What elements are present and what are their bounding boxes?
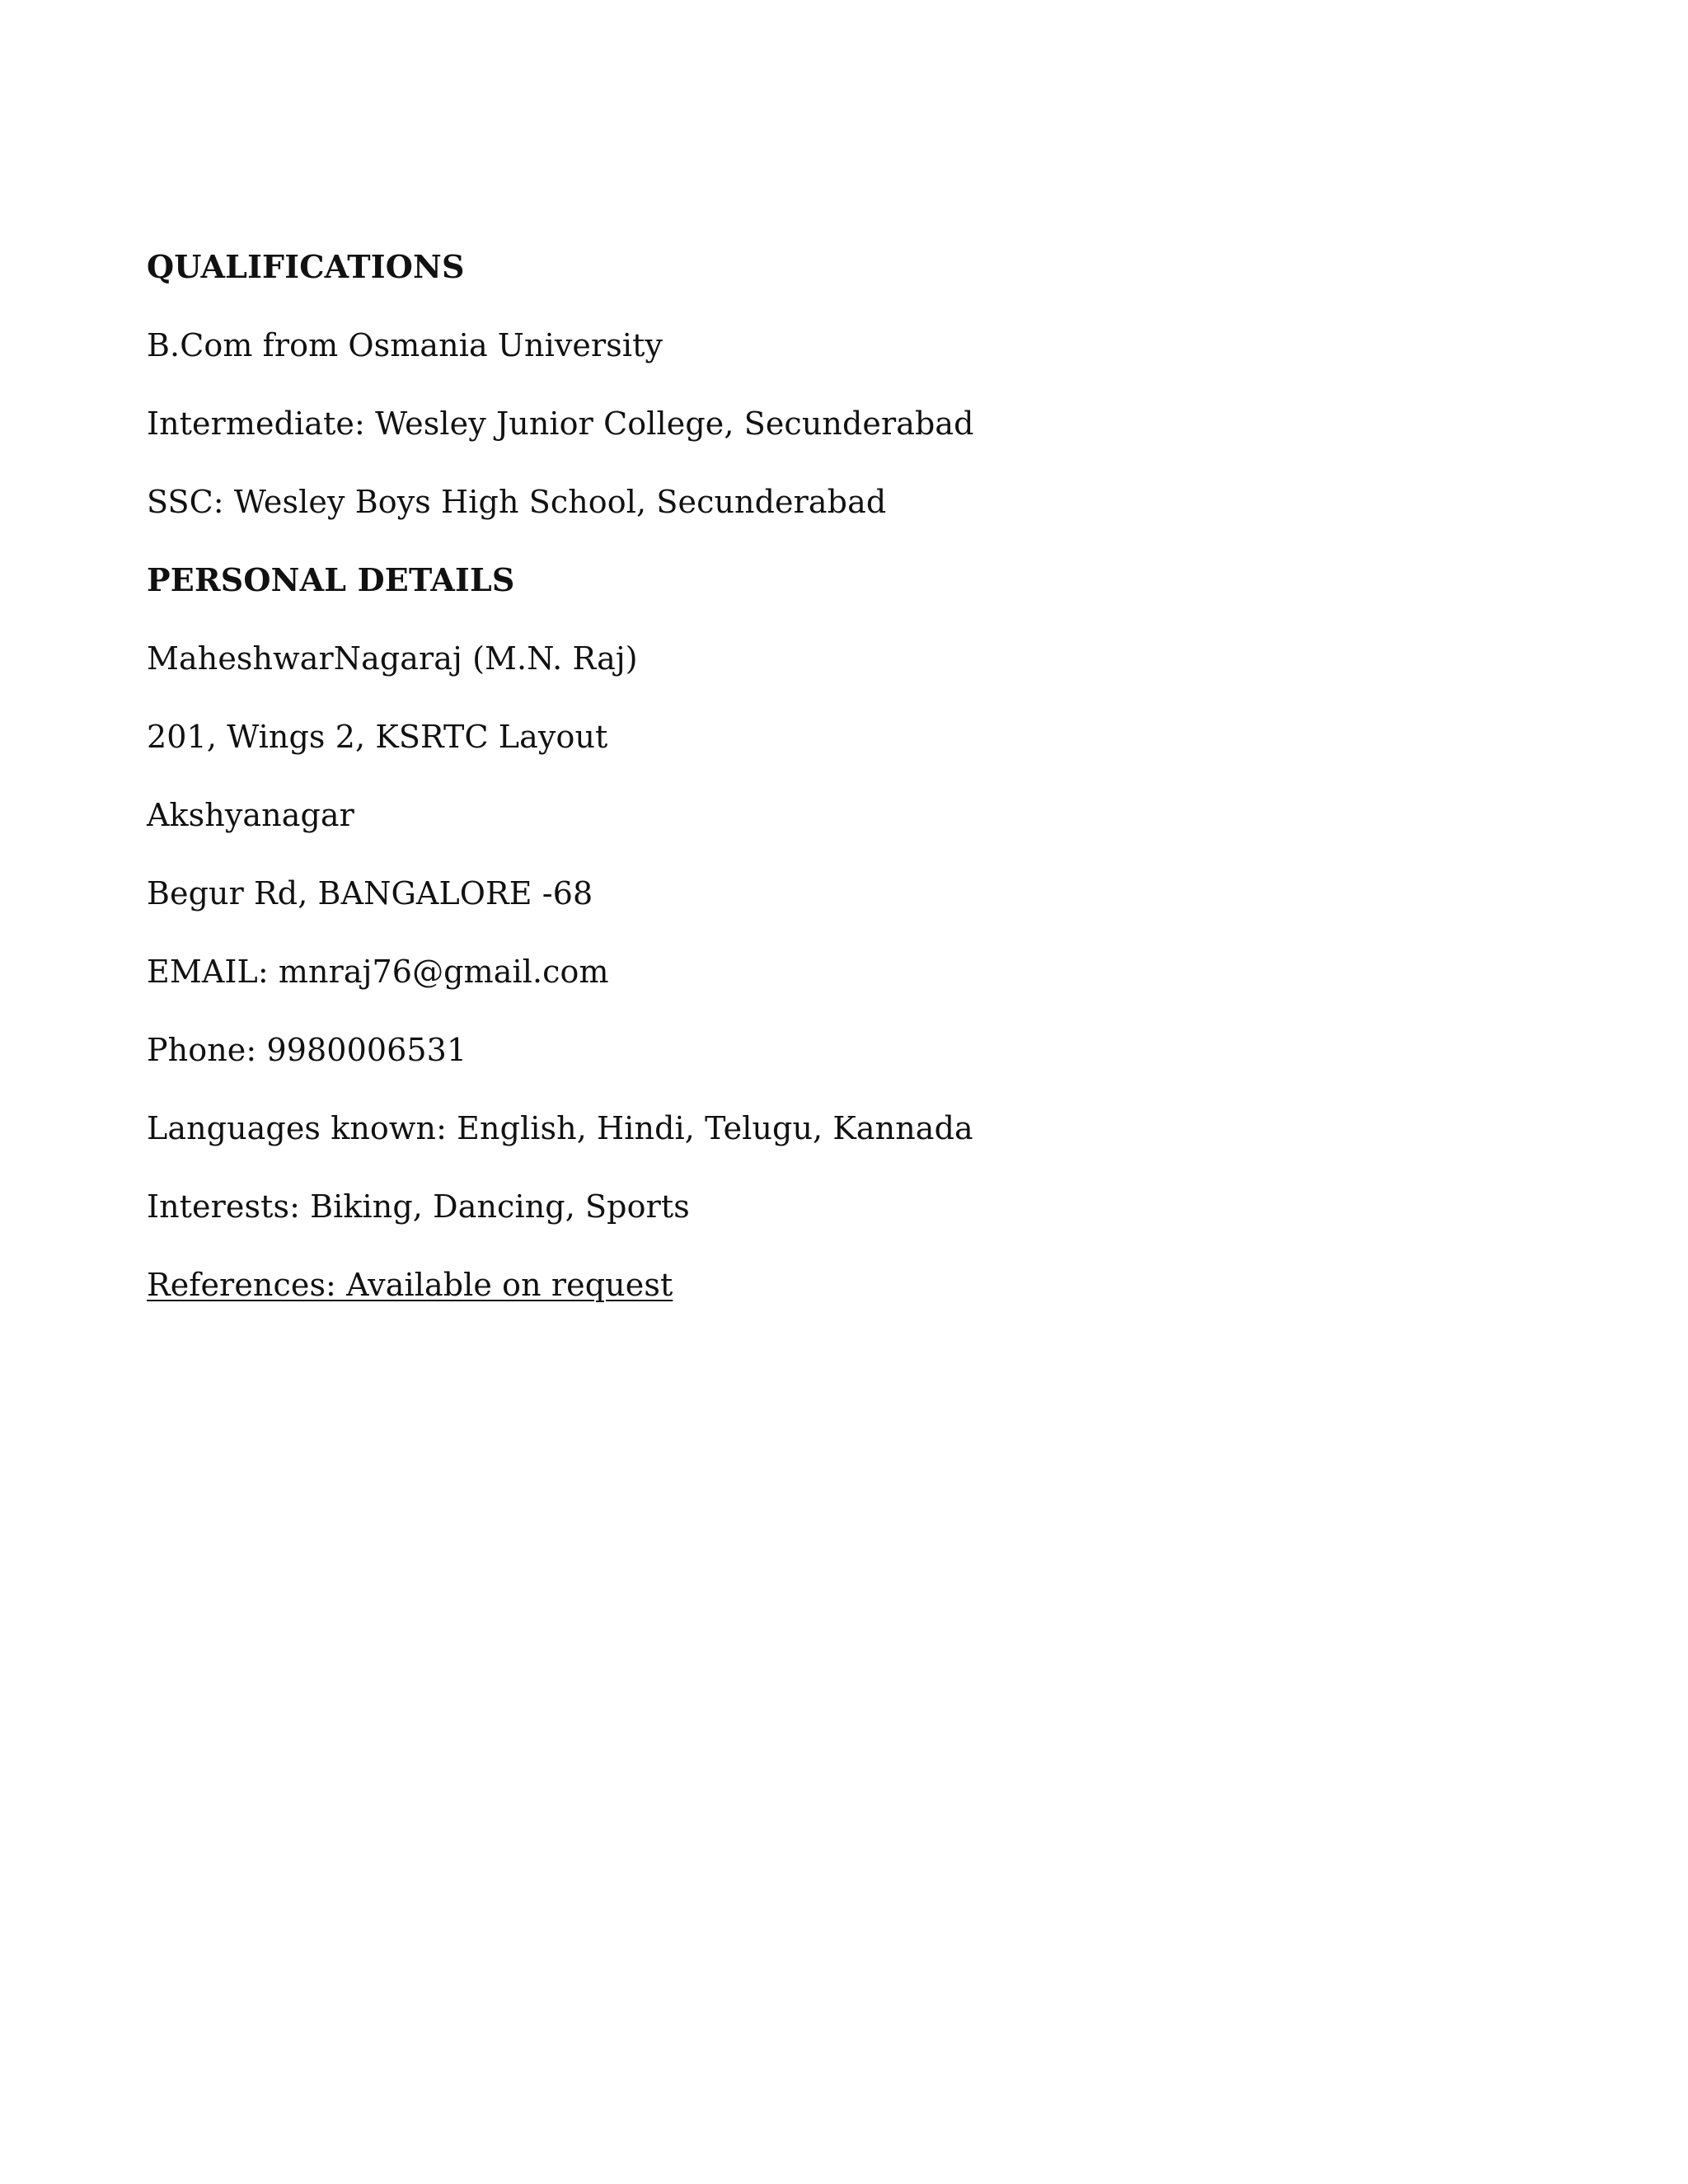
resume-content [147,241,1383,1337]
references-text: References: Available on request [147,1267,673,1303]
qualification-ssc: SSC: Wesley Boys High School, Secunderabad [147,484,887,520]
phone-text: Phone: 9980006531 [147,1032,467,1068]
qualifications-heading: QUALIFICATIONS [147,248,465,285]
interests-text: Interests: Biking, Dancing, Sports [147,1188,690,1225]
personal-name: MaheshwarNagaraj (M.N. Raj) [147,640,638,677]
address-line-1: 201, Wings 2, KSRTC Layout [147,719,608,755]
personal-details-heading: PERSONAL DETAILS [147,561,515,598]
qualification-degree: B.Com from Osmania University [147,327,663,363]
address-line-3: Begur Rd, BANGALORE -68 [147,875,593,912]
address-line-2: Akshyanagar [147,797,354,833]
languages-text: Languages known: English, Hindi, Telugu, Kannada [147,1110,973,1146]
email-text: EMAIL: mnraj76@gmail.com [147,954,609,990]
qualification-intermediate: Intermediate: Wesley Junior College, Secunderabad [147,405,974,442]
